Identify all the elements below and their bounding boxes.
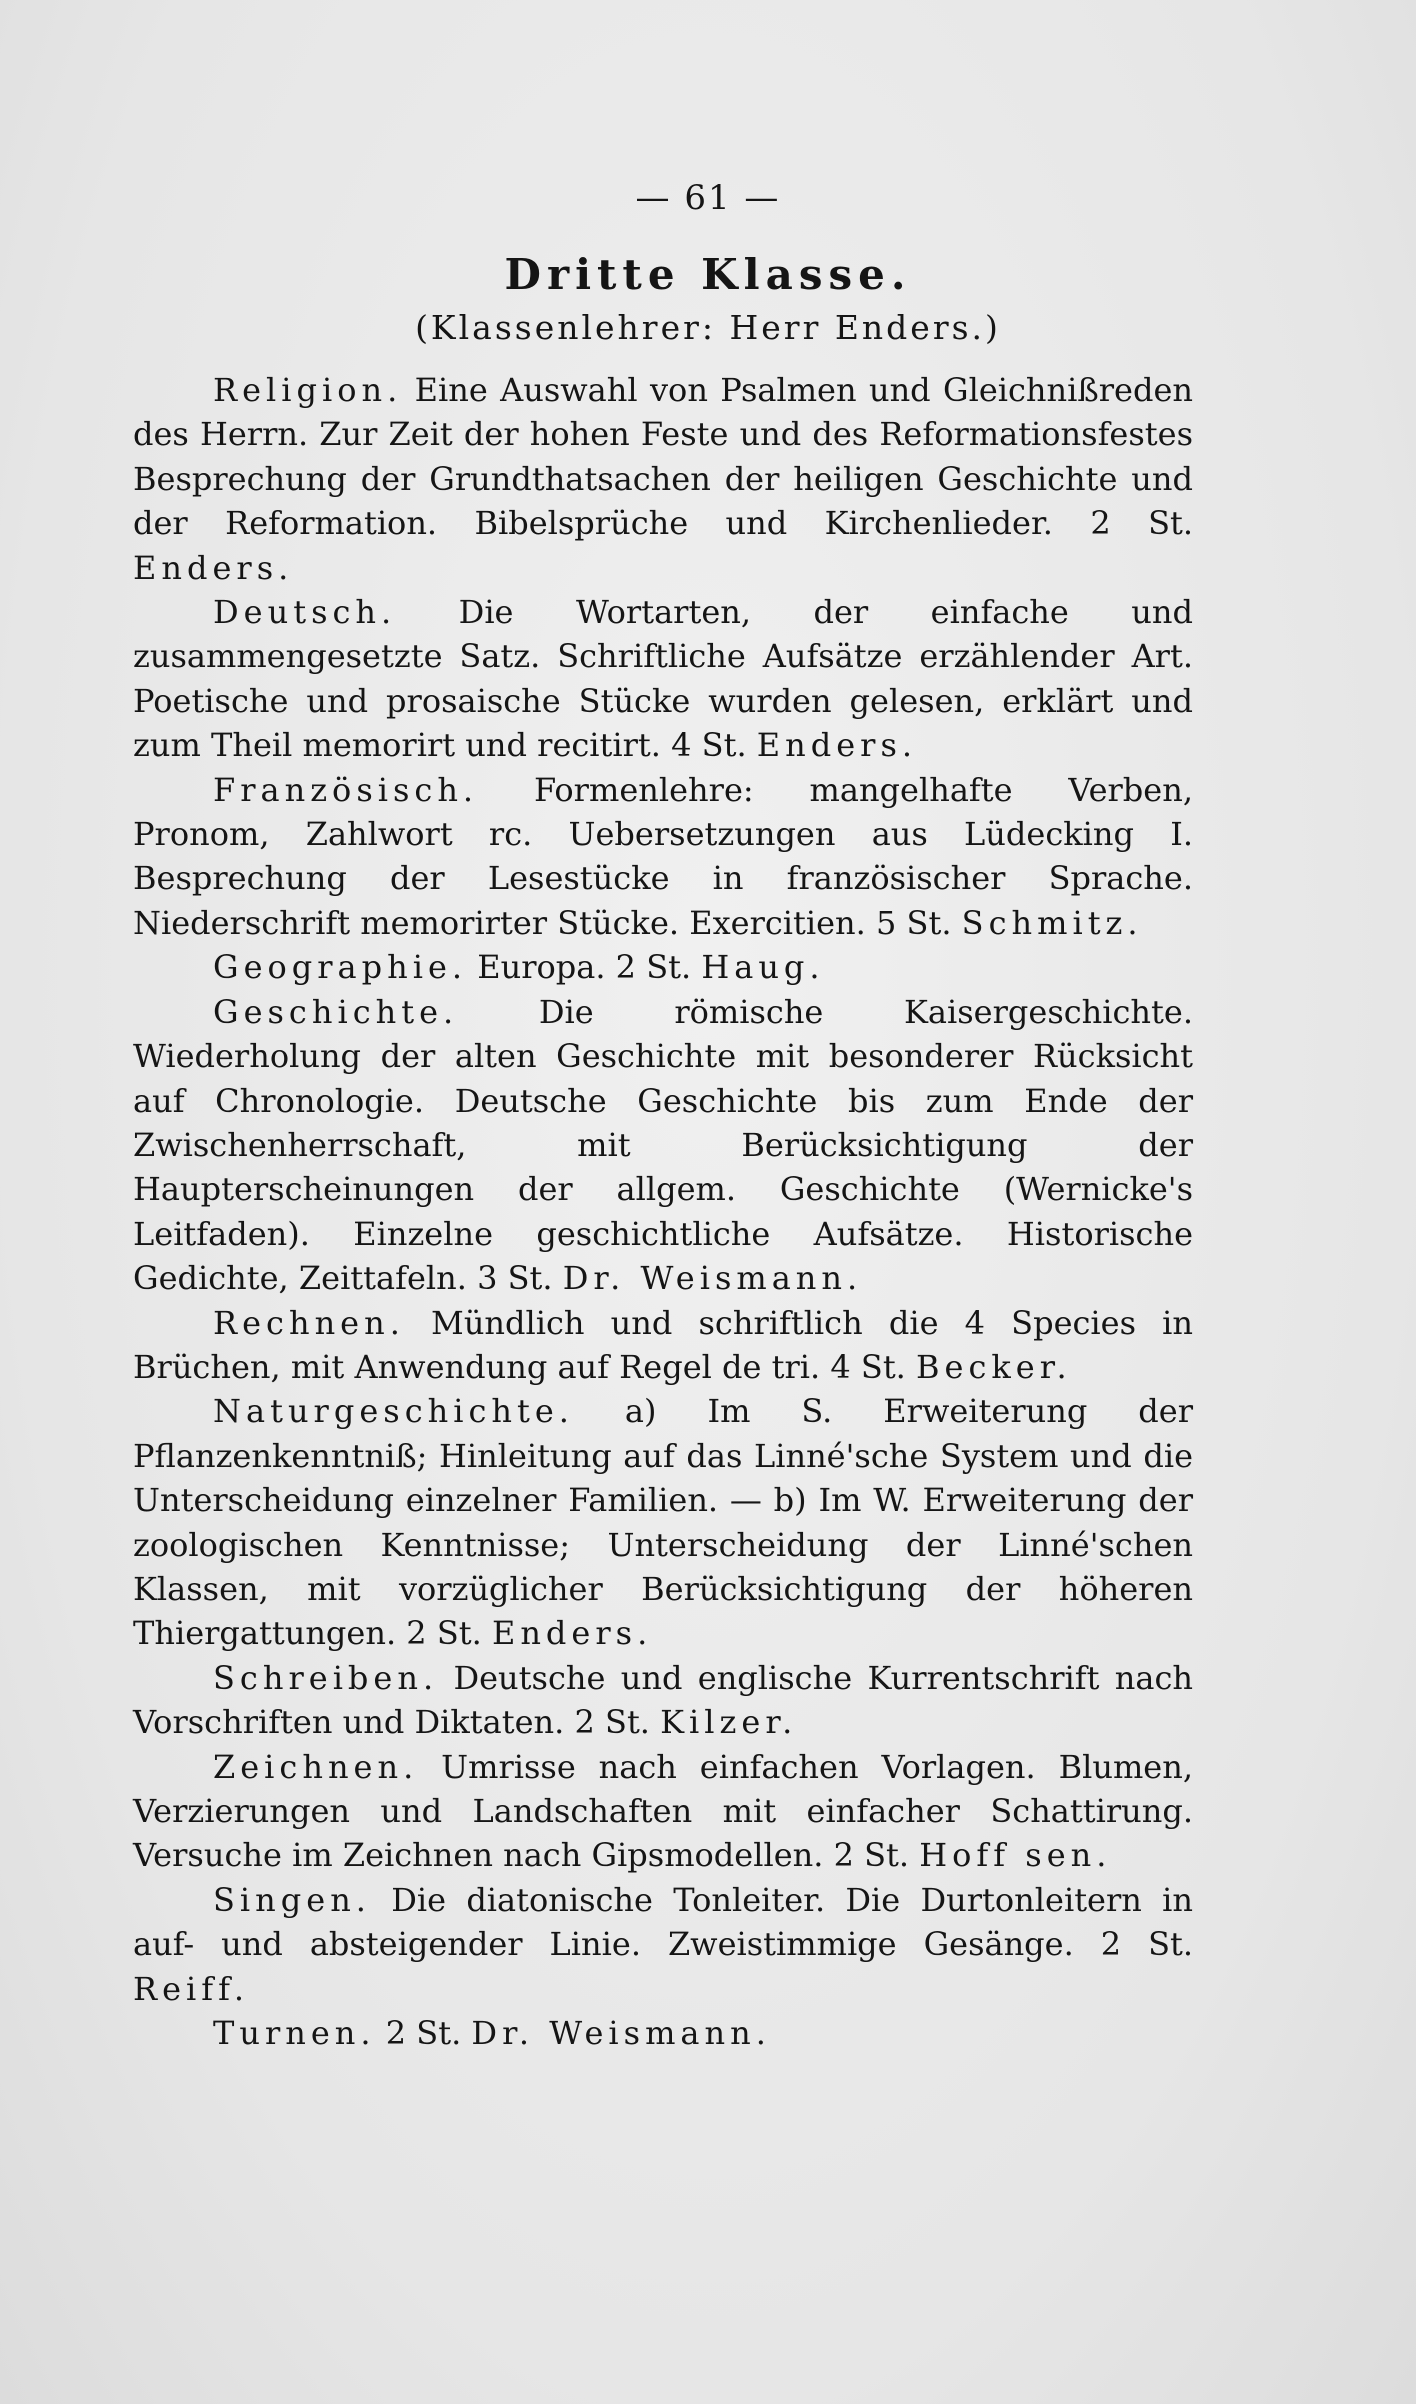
teacher-name: Kilzer.	[660, 1703, 798, 1742]
hours: 2 St.	[406, 1614, 482, 1653]
hours: 5 St.	[876, 903, 952, 942]
teacher-name: Hoff sen.	[919, 1836, 1112, 1875]
subject-label: Geschichte.	[213, 992, 459, 1031]
subject-text: Umrisse nach einfachen Vorlagen. Blumen, Verzierungen und Landschaften mit einfacher Schattirung. Versuche im Zeichnen nach Gipsmodellen.	[133, 1747, 1194, 1875]
subject-text: Die römische Kaisergeschichte. Wiederholung der alten Geschichte mit besonderer Rücksicht auf Chronologie. Deutsche Geschichte bis zum Ende der Zwischenherrschaft, mit Berücksichtigung der Haupterscheinungen der allgem. Geschichte (Wernicke's Leitfaden). Einzelne geschichtliche Aufsätze. Historische Gedichte, Zeittafeln.	[133, 992, 1193, 1298]
subject-text: a) Im S. Erweiterung der Pflanzenkenntniß; Hinleitung auf das Linné'sche System und die Unterscheidung einzelner Familien. — b) Im W. Erweiterung der zoologischen Kenntnisse; Unterscheidung der Linné'schen Klassen, mit vorzüglicher Berücksichtigung der höheren Thiergattungen.	[133, 1392, 1194, 1653]
paragraph-naturgeschichte	[133, 1389, 1193, 1655]
hours: 2 St.	[615, 948, 692, 987]
teacher-name: Dr. Weismann.	[471, 2014, 771, 2053]
page-number: — 61 —	[635, 178, 781, 218]
paragraph-singen	[133, 1878, 1193, 2011]
hours: 4 St.	[830, 1347, 906, 1386]
subject-label: Rechnen.	[213, 1303, 405, 1342]
subject-text: Eine Auswahl von Psalmen und Gleichnißreden des Herrn. Zur Zeit der hohen Feste und des Reformationsfestes Besprechung der Grundthatsachen der heiligen Geschichte und der Reformation. Bibelsprüche und Kirchenlieder.	[133, 371, 1194, 543]
subject-label: Deutsch.	[213, 593, 397, 632]
subject-label: Geographie.	[213, 948, 468, 987]
teacher-name: Enders.	[133, 548, 294, 587]
paragraph-geschichte	[133, 990, 1193, 1301]
hours: 2 St.	[1100, 1925, 1194, 1964]
paragraph-rechnen	[133, 1301, 1193, 1390]
subject-text: Europa.	[477, 948, 606, 987]
hours: 3 St.	[477, 1259, 553, 1298]
paragraph-schreiben	[133, 1656, 1193, 1745]
paragraph-geographie	[133, 945, 1193, 989]
teacher-name: Dr. Weismann.	[562, 1259, 863, 1298]
subject-text: Formenlehre: mangelhafte Verben, Pronom, Zahlwort rc. Uebersetzungen aus Lüdecking I. Besprechung der Lesestücke in französischer Sprache. Niederschrift memorirter Stücke. Exercitien.	[133, 770, 1193, 942]
subject-text: Die diatonische Tonleiter. Die Durtonleitern in auf- und absteigender Linie. Zweistimmige Gesänge.	[133, 1880, 1194, 1964]
paragraph-religion	[133, 368, 1193, 590]
teacher-name: Becker.	[916, 1347, 1072, 1386]
subject-label: Zeichnen.	[213, 1747, 419, 1786]
teacher-name: Haug.	[701, 948, 825, 987]
paragraph-zeichnen	[133, 1745, 1193, 1878]
hours: 2 St.	[1090, 504, 1194, 543]
subject-text: Deutsche und englische Kurrentschrift nach Vorschriften und Diktaten.	[133, 1658, 1194, 1742]
subject-label: Französisch.	[213, 770, 479, 809]
teacher-name: Reiff.	[133, 1969, 249, 2008]
class-teacher-line: (Klassenlehrer: Herr Enders.)	[415, 308, 1001, 347]
paragraph-turnen	[133, 2011, 1193, 2055]
teacher-name: Schmitz.	[961, 903, 1143, 942]
curriculum-body	[133, 368, 1193, 2055]
teacher-name: Enders.	[756, 726, 918, 765]
hours: 4 St.	[671, 726, 747, 765]
subject-text: Die Wortarten, der einfache und zusammengesetzte Satz. Schriftliche Aufsätze erzählender Art. Poetische und prosaische Stücke wurden gelesen, erklärt und zum Theil memorirt und recitirt.	[133, 593, 1194, 765]
section-title: Dritte Klasse.	[504, 250, 912, 299]
hours: 2 St.	[574, 1703, 650, 1742]
hours: 2 St.	[385, 2014, 462, 2053]
subject-label: Turnen.	[213, 2014, 376, 2053]
hours: 2 St.	[833, 1836, 910, 1875]
subject-label: Religion.	[213, 371, 403, 409]
subject-label: Schreiben.	[213, 1658, 439, 1697]
paragraph-deutsch	[133, 590, 1193, 768]
teacher-name: Enders.	[491, 1614, 653, 1653]
subject-label: Naturgeschichte.	[213, 1392, 574, 1431]
subject-label: Singen.	[213, 1880, 371, 1919]
paragraph-franzoesisch	[133, 768, 1193, 946]
subject-text: Mündlich und schriftlich die 4 Species in Brüchen, mit Anwendung auf Regel de tri.	[133, 1303, 1194, 1386]
